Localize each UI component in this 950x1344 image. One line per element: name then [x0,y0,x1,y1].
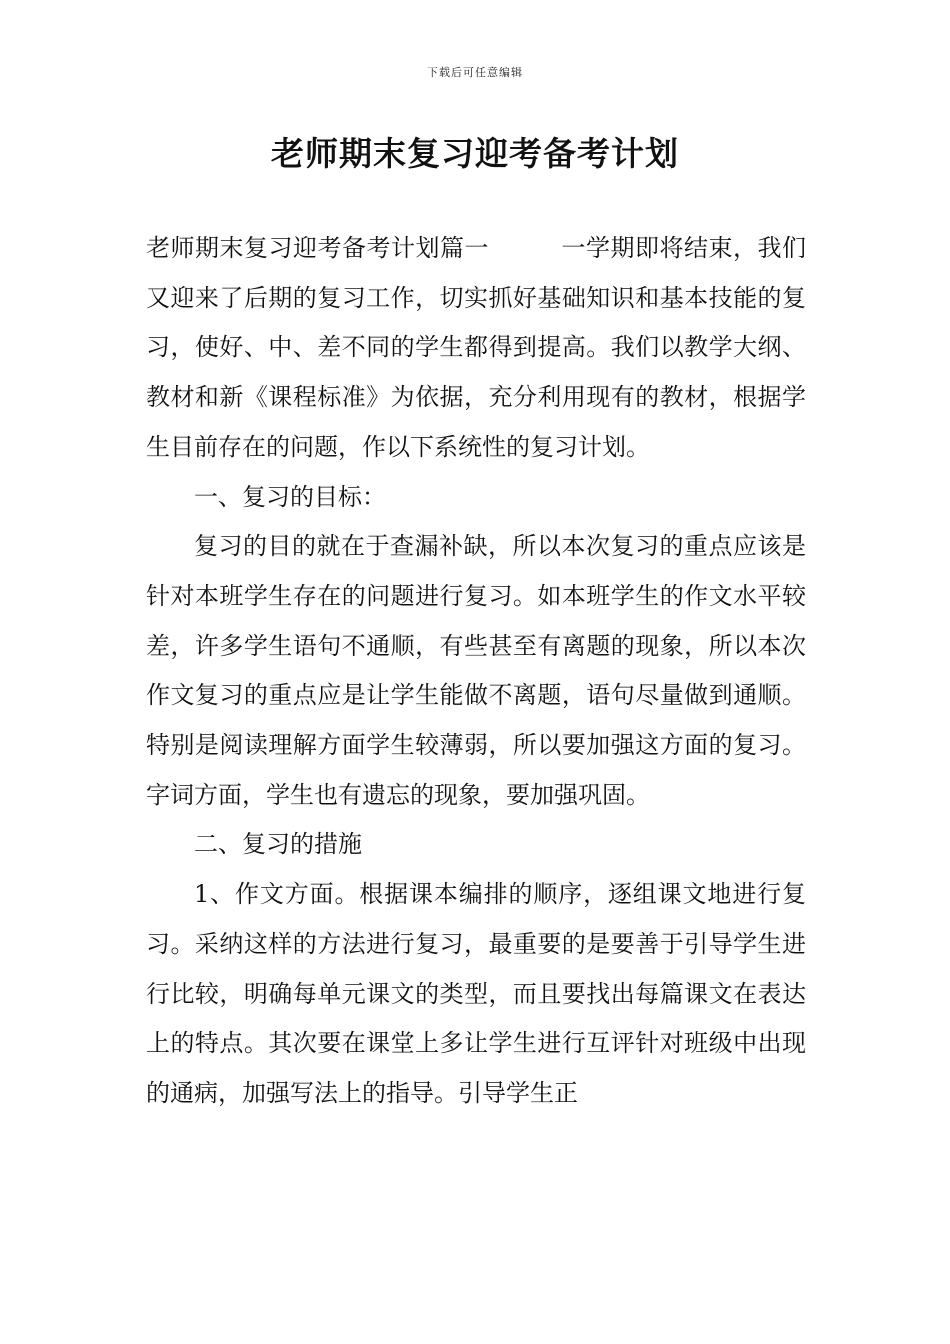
section-2-heading: 二、复习的措施 [194,830,362,859]
header-note: 下载后可任意编辑 [427,66,523,79]
section-1-paragraph: 复习的目的就在于查漏补缺，所以本次复习的重点应该是针对本班学生存在的问题进行复习。如本班学生的作文水平较差，许多学生语句不通顺，有些甚至有离题的现象，所以本次作文复习的重点应是让学生能做不离题，语句尽量做到通顺。特别是阅读理解方面学生较薄弱，所以要加强这方面的复习。字词方面，学生也有遗忘的现象，要加强巩固。 [146,532,806,809]
section-2-paragraph: 1、作文方面。根据课本编排的顺序，逐组课文地进行复习。采纳这样的方法进行复习，最重要的是要善于引导学生进行比较，明确每单元课文的类型，而且要找出每篇课文在表达上的特点。其次要在课堂上多让学生进行互评针对班级中出现的通病，加强写法上的指导。引导学生正 [146,880,806,1107]
intro-lead: 老师期末复习迎考备考计划篇一 [146,234,489,262]
document-body [146,224,806,1119]
section-1-heading: 一、复习的目标： [194,482,386,511]
intro-text: 一学期即将结束，我们又迎来了后期的复习工作，切实抓好基础知识和基本技能的复习，使好、中、差不同的学生都得到提高。我们以教学大纲、教材和新《课程标准》为依据，充分利用现有的教材，根据学生目前存在的问题，作以下系统性的复习计划。 [146,234,806,461]
document-title: 老师期末复习迎考备考计划 [271,134,679,173]
intro-paragraph [146,224,806,473]
